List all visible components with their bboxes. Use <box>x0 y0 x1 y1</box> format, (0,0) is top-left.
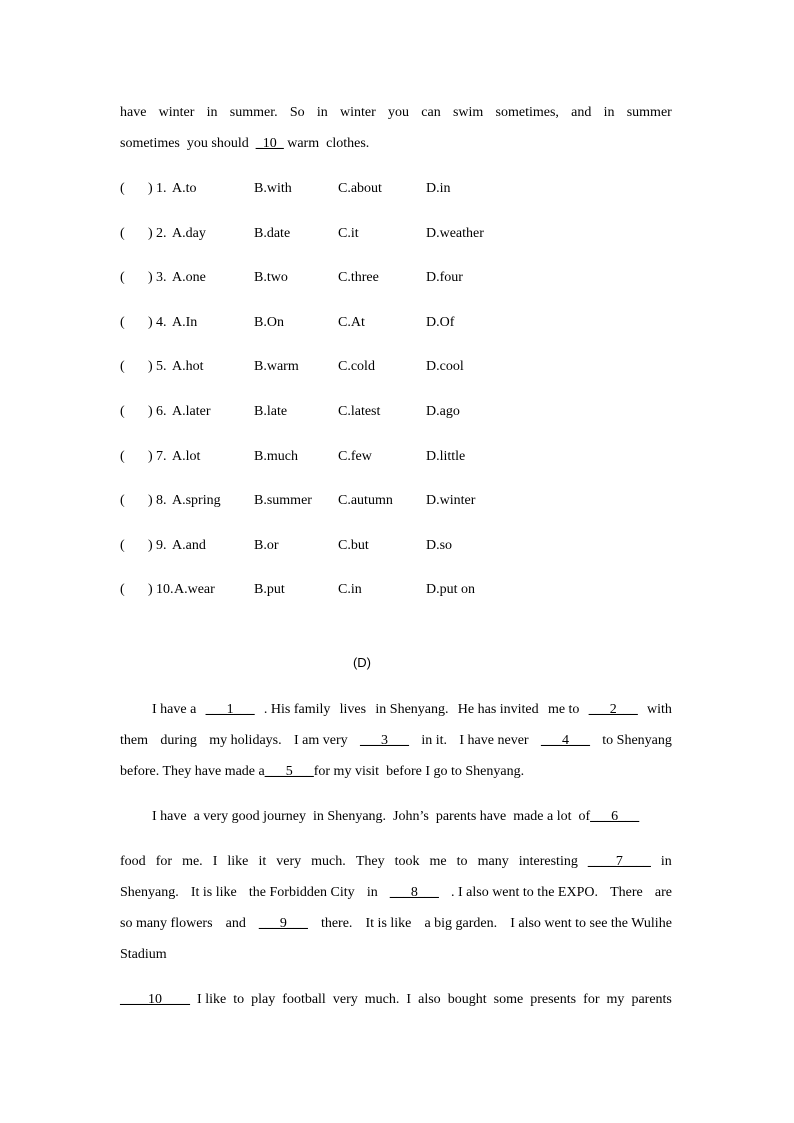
answer-slot-1[interactable]: ( <box>120 181 125 196</box>
answer-slot-2[interactable]: ( <box>120 226 125 241</box>
option-c: C.about <box>338 181 382 196</box>
passage-word: a big garden. <box>424 916 498 931</box>
answer-slot-close: ) <box>148 181 153 196</box>
option-d: D.little <box>426 449 466 464</box>
option-c: C.cold <box>338 359 375 374</box>
option-a: A.hot <box>172 359 204 374</box>
question-number: 6. <box>156 404 167 419</box>
passage-word: sometimes, <box>495 105 559 120</box>
option-b: B.much <box>254 449 298 464</box>
passage-word: have <box>120 105 147 120</box>
answer-slot-5[interactable]: ( <box>120 359 125 374</box>
passage-word: . His family <box>263 702 331 717</box>
question-number: 10. <box>156 582 174 597</box>
passage-d-p2-line-2 <box>120 853 672 871</box>
option-a: A.to <box>172 181 197 196</box>
answer-slot-close: ) <box>148 449 153 464</box>
question-number: 3. <box>156 270 167 285</box>
question-number: 8. <box>156 493 167 508</box>
option-d: D.cool <box>426 359 464 374</box>
passage-text: I have a very good journey in Shenyang. John’s parents have made a lot of <box>152 809 591 824</box>
option-d: D.four <box>426 270 463 285</box>
passage-d-p1-line-3 <box>120 763 672 781</box>
passage-word: He has invited <box>457 702 539 717</box>
option-d: D.winter <box>426 493 476 508</box>
passage-word: swim <box>452 105 484 120</box>
passage-word: to <box>456 854 468 869</box>
passage-word: much. <box>364 992 400 1007</box>
passage-word: like <box>227 854 249 869</box>
passage-word: for <box>155 854 173 869</box>
option-a: A.spring <box>172 493 221 508</box>
passage-word: and <box>571 105 592 120</box>
option-b: B.late <box>254 404 288 419</box>
blank-6: ___6___ <box>590 809 640 824</box>
passage-word: . I also went to the EXPO. <box>450 885 598 900</box>
option-b: B.summer <box>254 493 312 508</box>
passage-word: I have never <box>459 733 529 748</box>
passage-word: you <box>388 105 410 120</box>
answer-slot-close: ) <box>148 315 153 330</box>
passage-word: so many flowers <box>120 916 213 931</box>
passage-d-p1-line-1 <box>152 701 672 719</box>
passage-word: bought <box>447 992 487 1007</box>
passage-c-line-2 <box>120 135 672 153</box>
option-b: B.warm <box>254 359 299 374</box>
passage-word: in Shenyang. <box>375 702 449 717</box>
question-number: 5. <box>156 359 167 374</box>
blank-2: ___2___ <box>588 702 638 717</box>
answer-slot-close: ) <box>148 270 153 285</box>
passage-word: There <box>610 885 643 900</box>
passage-word: in <box>366 885 378 900</box>
option-b: B.two <box>254 270 288 285</box>
passage-word: very <box>332 992 358 1007</box>
passage-word: lives <box>339 702 367 717</box>
blank-8: ___8___ <box>389 885 439 900</box>
option-b: B.date <box>254 226 291 241</box>
passage-word: very <box>276 854 302 869</box>
passage-word: took <box>394 854 420 869</box>
passage-word: me <box>429 854 447 869</box>
blank-10: ____10____ <box>120 992 190 1007</box>
answer-slot-close: ) <box>148 582 153 597</box>
passage-word: the Forbidden City <box>248 885 355 900</box>
passage-word: to <box>233 992 245 1007</box>
option-a: A.later <box>172 404 211 419</box>
passage-word: summer <box>626 105 672 120</box>
passage-word: Shenyang. <box>120 885 179 900</box>
option-c: C.At <box>338 315 365 330</box>
option-d: D.ago <box>426 404 460 419</box>
option-d: D.Of <box>426 315 455 330</box>
passage-word: them <box>120 733 148 748</box>
option-a: A.day <box>172 226 206 241</box>
option-c: C.but <box>338 538 369 553</box>
blank-3: ___3___ <box>360 733 409 748</box>
option-b: B.with <box>254 181 292 196</box>
passage-word: It is like <box>190 885 237 900</box>
blank-4: ___4___ <box>540 733 590 748</box>
passage-word: I am very <box>293 733 348 748</box>
passage-word: football <box>282 992 326 1007</box>
passage-word: I have a <box>152 702 197 717</box>
passage-d-p2-line-4 <box>120 915 672 933</box>
option-b: B.On <box>254 315 284 330</box>
passage-d-p2-line-3 <box>120 884 672 902</box>
passage-word: I <box>406 992 412 1007</box>
passage-word: there. <box>320 916 353 931</box>
option-a: A.lot <box>172 449 201 464</box>
passage-word: it <box>258 854 267 869</box>
option-b: B.or <box>254 538 279 553</box>
blank-10: _10_ <box>255 136 284 151</box>
passage-word: and <box>225 916 246 931</box>
passage-word: summer. <box>229 105 278 120</box>
passage-word: winter <box>158 105 195 120</box>
passage-word: in <box>603 105 615 120</box>
passage-c-text: sometimes you should <box>120 136 256 151</box>
passage-word: in it. <box>421 733 448 748</box>
passage-text: before. They have made a <box>120 764 265 779</box>
option-c: C.three <box>338 270 379 285</box>
passage-word: parents <box>631 992 672 1007</box>
passage-word: to Shenyang <box>602 733 672 748</box>
section-heading: (D) <box>352 655 372 670</box>
question-number: 1. <box>156 181 167 196</box>
option-d: D.so <box>426 538 453 553</box>
passage-word: me to <box>547 702 580 717</box>
passage-word: in <box>206 105 218 120</box>
answer-slot-4[interactable]: ( <box>120 315 125 330</box>
option-a: A.and <box>172 538 206 553</box>
passage-word: my <box>606 992 625 1007</box>
passage-word: are <box>654 885 672 900</box>
blank-9: ___9___ <box>258 916 308 931</box>
passage-word: my holidays. <box>209 733 282 748</box>
answer-slot-6[interactable]: ( <box>120 404 125 419</box>
option-c: C.it <box>338 226 359 241</box>
passage-word: much. <box>311 854 346 869</box>
option-a: A.wear <box>174 582 215 597</box>
passage-word: can <box>421 105 441 120</box>
option-c: C.few <box>338 449 372 464</box>
passage-word: food <box>120 854 146 869</box>
passage-word: presents <box>530 992 577 1007</box>
question-number: 2. <box>156 226 167 241</box>
option-a: A.In <box>172 315 198 330</box>
option-b: B.put <box>254 582 285 597</box>
answer-slot-close: ) <box>148 226 153 241</box>
passage-word: for <box>583 992 600 1007</box>
passage-word: winter <box>340 105 376 120</box>
option-c: C.latest <box>338 404 381 419</box>
passage-text: for my visit before I go to Shenyang. <box>313 764 525 779</box>
option-d: D.weather <box>426 226 484 241</box>
passage-word: They <box>355 854 385 869</box>
passage-d-p2-line-1 <box>152 808 672 826</box>
answer-slot-close: ) <box>148 493 153 508</box>
blank-5: ___5___ <box>264 764 314 779</box>
question-number: 7. <box>156 449 167 464</box>
blank-7: ____7____ <box>587 854 651 869</box>
option-c: C.autumn <box>338 493 393 508</box>
passage-word: some <box>493 992 524 1007</box>
passage-c-text: warm clothes. <box>283 136 370 151</box>
passage-word: also <box>418 992 441 1007</box>
passage-text: Stadium <box>120 947 167 962</box>
option-a: A.one <box>172 270 206 285</box>
answer-slot-close: ) <box>148 538 153 553</box>
passage-word: many <box>477 854 509 869</box>
answer-slot-8[interactable]: ( <box>120 493 125 508</box>
passage-word: So <box>289 105 305 120</box>
passage-word: in <box>316 105 328 120</box>
passage-word: interesting <box>518 854 578 869</box>
question-number: 9. <box>156 538 167 553</box>
passage-d-p1-line-2 <box>120 732 672 750</box>
answer-slot-close: ) <box>148 359 153 374</box>
option-d: D.put on <box>426 582 475 597</box>
passage-word: I like <box>197 992 227 1007</box>
passage-word: during <box>160 733 197 748</box>
passage-d-p2-line-6 <box>120 991 672 1009</box>
passage-c-line-1 <box>120 104 672 122</box>
question-number: 4. <box>156 315 167 330</box>
answer-slot-close: ) <box>148 404 153 419</box>
answer-slot-9[interactable]: ( <box>120 538 125 553</box>
option-c: C.in <box>338 582 362 597</box>
passage-word: I <box>212 854 218 869</box>
passage-word: play <box>251 992 276 1007</box>
passage-word: It is like <box>365 916 412 931</box>
passage-word: me. <box>182 854 203 869</box>
answer-slot-10[interactable]: ( <box>120 582 125 597</box>
option-d: D.in <box>426 181 451 196</box>
passage-word: I also went to see the Wulihe <box>510 916 672 931</box>
answer-slot-7[interactable]: ( <box>120 449 125 464</box>
passage-d-p2-line-5 <box>120 946 672 964</box>
blank-1: ___1___ <box>205 702 255 717</box>
passage-word: in <box>660 854 672 869</box>
passage-word: with <box>647 702 672 717</box>
answer-slot-3[interactable]: ( <box>120 270 125 285</box>
